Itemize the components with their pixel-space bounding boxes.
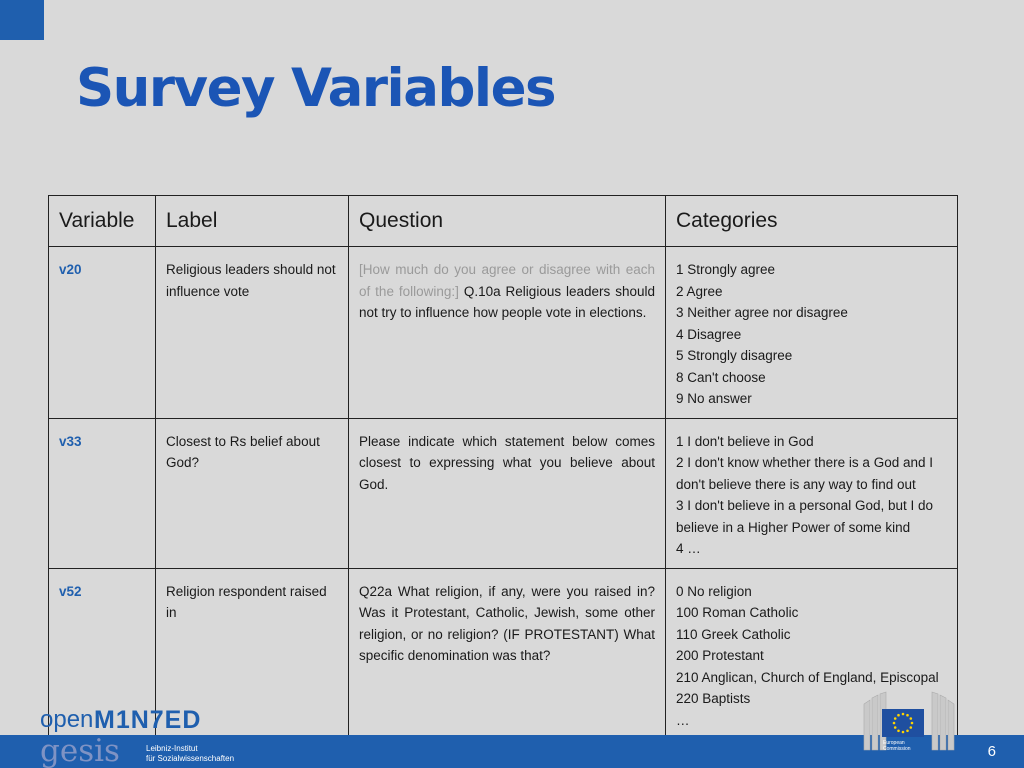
question-text: Q22a What religion, if any, were you raised in? Was it Protestant, Catholic, Jewish, some other religion, or no religion? (IF PROTESTANT) What specific denomination was that? [359,583,655,663]
table-row [49,418,958,568]
gesis-institute-text [146,744,234,764]
slide-title: Survey Variables [76,58,556,119]
openminted-logo [40,704,240,734]
page-number: 6 [987,743,996,760]
variable-categories [666,418,958,568]
question-text: Please indicate which statement below comes closest to expressing what you believe about God. [359,433,655,492]
category-item: 3 Neither agree nor disagree [676,305,848,320]
header-variable: Variable [49,196,156,247]
variable-question [349,418,666,568]
table-row [49,247,958,419]
category-item: 1 Strongly agree [676,262,776,277]
category-item: 5 Strongly disagree [676,348,793,363]
category-item: 1 I don't believe in God [676,433,814,449]
variable-id: v20 [49,247,156,419]
category-item: 210 Anglican, Church of England, Episcopal [676,669,939,685]
openminted-open-text: open [40,706,94,733]
header-question: Question [349,196,666,247]
variable-label: Closest to Rs belief about God? [156,418,349,568]
category-item: 2 Agree [676,283,723,299]
category-item: … [676,712,690,728]
question-prefix: [How much do you agree or disagree with each of the following:] [359,262,655,299]
variables-table [48,195,958,740]
category-item: 3 I don't believe in a personal God, but I do believe in a Higher Power of some kind [676,498,934,535]
category-item: 9 No answer [676,391,752,406]
category-item: 2 I don't know whether there is a God and I don't believe there is any way to find out [676,455,933,492]
gesis-line-1: Leibniz-Institut [146,744,198,753]
category-item: 110 Greek Catholic [676,626,791,642]
category-item: 4 … [676,541,701,556]
variable-question [349,247,666,419]
corner-accent [0,0,44,40]
variable-question [349,568,666,740]
variable-categories [666,247,958,419]
category-item: 200 Protestant [676,648,764,663]
category-item: 220 Baptists [676,691,751,706]
variable-label: Religious leaders should not influence vote [156,247,349,419]
category-item: 100 Roman Catholic [676,605,799,620]
category-item: 8 Can't choose [676,369,766,385]
header-categories: Categories [666,196,958,247]
question-text: Q.10a Religious leaders should not try to influence how people vote in elections. [359,283,655,320]
european-commission-logo [862,690,958,752]
variable-label: Religion respondent raised in [156,568,349,740]
table-header-row [49,196,958,247]
gesis-logo-text: gesis [40,735,120,768]
openminted-minted-text: M1N7ED [94,706,202,734]
header-label: Label [156,196,349,247]
gesis-logo [40,735,140,768]
variable-id: v52 [49,568,156,740]
category-item: 4 Disagree [676,326,742,342]
category-item: 0 No religion [676,583,752,599]
eu-label-line-1: European [883,740,905,746]
eu-label-line-2: Commission [883,746,911,752]
gesis-line-2: für Sozialwissenschaften [146,754,235,763]
variable-id: v33 [49,418,156,568]
